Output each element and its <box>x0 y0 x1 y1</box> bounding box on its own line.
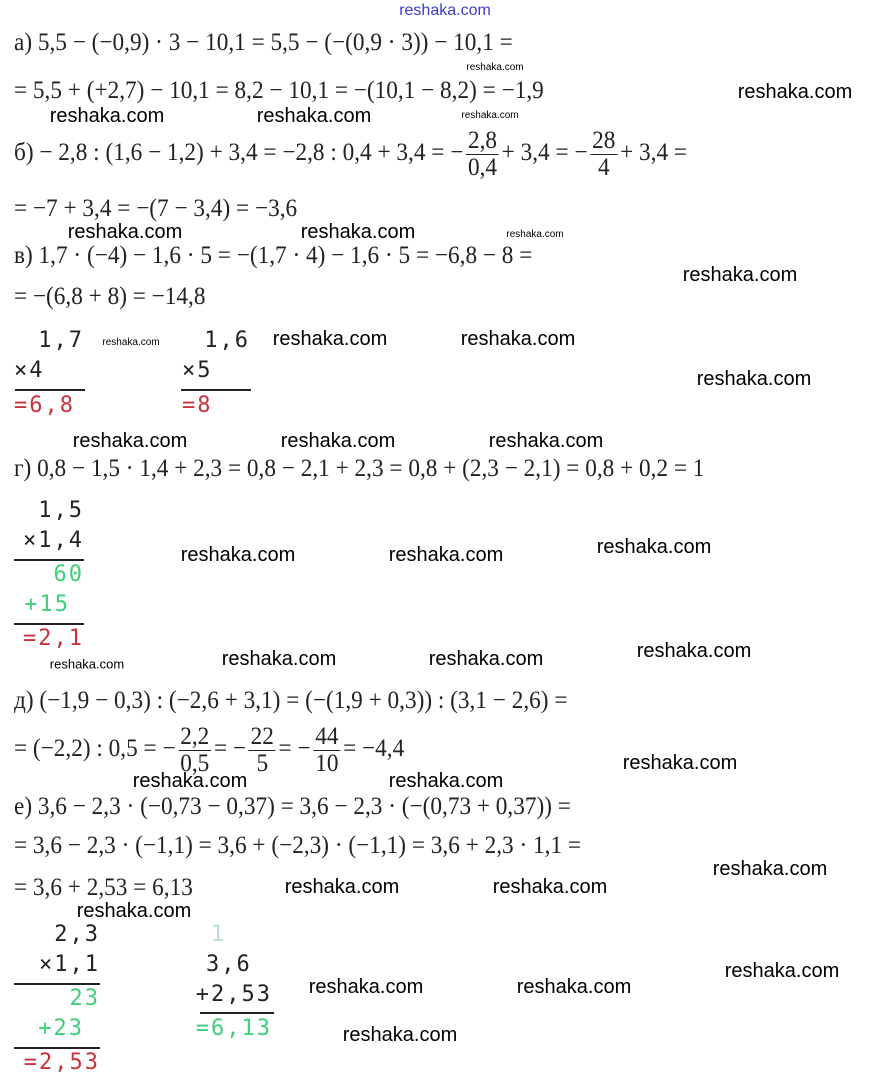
divider <box>14 623 84 625</box>
text: + 3,4 = <box>620 139 688 167</box>
numerator: 2,8 <box>467 127 498 154</box>
text: + 3,4 = − <box>501 139 588 167</box>
fraction <box>590 128 617 181</box>
denominator: 4 <box>597 154 610 181</box>
text: = −4,4 <box>343 735 405 763</box>
fraction <box>249 724 276 777</box>
watermark: reshaka.com <box>300 221 416 243</box>
line-v1: в) 1,7 · (−4) − 1,6 · 5 = −(1,7 · 4) − 1,6 · 5 = −6,8 − 8 = <box>14 242 533 269</box>
col-carry: 1 <box>210 922 226 947</box>
col-partial: +23 <box>38 1016 84 1041</box>
text: = − <box>278 735 311 763</box>
watermark: reshaka.com <box>49 656 125 672</box>
watermark: reshaka.com <box>388 770 504 792</box>
divider <box>14 1047 100 1049</box>
watermark: reshaka.com <box>506 229 564 240</box>
watermark: reshaka.com <box>67 221 183 243</box>
divider <box>200 1012 274 1014</box>
text: = − <box>213 735 246 763</box>
denominator: 10 <box>315 750 339 777</box>
denominator: 5 <box>256 750 269 777</box>
numerator: 2,2 <box>180 723 210 750</box>
watermark: reshaka.com <box>636 640 752 662</box>
watermark: reshaka.com <box>622 752 738 774</box>
line-a2: = 5,5 + (+2,7) − 10,1 = 8,2 − 10,1 = −(10,1 − 8,2) = −1,9 <box>14 77 544 104</box>
line-e1: е) 3,6 − 2,3 · (−0,73 − 0,37) = 3,6 − 2,3 · (−(0,73 + 0,37)) = <box>14 793 571 820</box>
numerator: 22 <box>250 723 274 750</box>
divider <box>14 983 100 985</box>
col-operand: 1,5 <box>38 498 84 523</box>
watermark: reshaka.com <box>72 430 188 452</box>
col-result: =6,8 <box>14 393 75 418</box>
watermark: reshaka.com <box>428 648 544 670</box>
watermark: reshaka.com <box>308 976 424 998</box>
watermark: reshaka.com <box>284 876 400 898</box>
line-g1: г) 0,8 − 1,5 · 1,4 + 2,3 = 0,8 − 2,1 + 2,3 = 0,8 + (2,3 − 2,1) = 0,8 + 0,2 = 1 <box>14 455 705 482</box>
line-b1 <box>14 128 687 181</box>
line-a1: а) 5,5 − (−0,9) · 3 − 10,1 = 5,5 − (−(0,9 · 3)) − 10,1 = <box>14 29 513 56</box>
watermark: reshaka.com <box>460 328 576 350</box>
col-result: =2,1 <box>23 626 84 651</box>
watermark: reshaka.com <box>256 105 372 127</box>
col-partial: 23 <box>69 986 100 1011</box>
watermark: reshaka.com <box>737 81 853 103</box>
col-operand: ×1,4 <box>23 528 84 553</box>
col-partial: +15 <box>24 592 70 617</box>
watermark: reshaka.com <box>49 105 165 127</box>
line-d1: д) (−1,9 − 0,3) : (−2,6 + 3,1) = (−(1,9 + 0,3)) : (3,1 − 2,6) = <box>14 687 568 714</box>
col-operand: 2,3 <box>54 922 100 947</box>
watermark: reshaka.com <box>221 648 337 670</box>
fraction <box>313 724 340 777</box>
watermark: reshaka.com <box>682 264 798 286</box>
watermark: reshaka.com <box>492 876 608 898</box>
numerator: 44 <box>315 723 339 750</box>
col-operand: 1,6 <box>204 328 250 353</box>
divider <box>181 389 251 391</box>
col-operand: ×1,1 <box>39 952 100 977</box>
denominator: 0,5 <box>180 750 210 777</box>
watermark: reshaka.com <box>461 110 519 121</box>
col-operand: ×5 <box>182 358 213 383</box>
text: б) − 2,8 : (1,6 − 1,2) + 3,4 = −2,8 : 0,4 + 3,4 = − <box>14 139 464 167</box>
col-operand: 1,7 <box>38 328 84 353</box>
watermark: reshaka.com <box>466 62 524 73</box>
watermark: reshaka.com <box>180 544 296 566</box>
col-result: =6,13 <box>195 1016 272 1041</box>
watermark: reshaka.com <box>342 1024 458 1046</box>
line-e2: = 3,6 − 2,3 · (−1,1) = 3,6 + (−2,3) · (−1,1) = 3,6 + 2,3 · 1,1 = <box>14 832 581 859</box>
watermark: reshaka.com <box>132 770 248 792</box>
watermark: reshaka.com <box>280 430 396 452</box>
watermark: reshaka.com <box>272 328 388 350</box>
col-operand: +2,53 <box>195 982 272 1007</box>
col-partial: 60 <box>53 562 84 587</box>
divider <box>15 389 85 391</box>
watermark: reshaka.com <box>724 960 840 982</box>
line-e3: = 3,6 + 2,53 = 6,13 <box>14 874 193 901</box>
text: = (−2,2) : 0,5 = − <box>14 735 176 763</box>
watermark: reshaka.com <box>516 976 632 998</box>
col-result: =2,53 <box>23 1050 100 1075</box>
denominator: 0,4 <box>467 154 498 181</box>
watermark: reshaka.com <box>76 900 192 922</box>
line-v2: = −(6,8 + 8) = −14,8 <box>14 283 206 310</box>
watermark: reshaka.com <box>488 430 604 452</box>
col-result: =8 <box>182 393 213 418</box>
watermark: reshaka.com <box>102 337 160 348</box>
line-b2: = −7 + 3,4 = −(7 − 3,4) = −3,6 <box>14 195 298 222</box>
watermark: reshaka.com <box>596 536 712 558</box>
watermark: reshaka.com <box>712 858 828 880</box>
col-operand: ×4 <box>14 358 45 383</box>
divider <box>14 559 84 561</box>
watermark: reshaka.com <box>399 2 491 19</box>
watermark: reshaka.com <box>388 544 504 566</box>
numerator: 28 <box>592 127 616 154</box>
fraction <box>466 128 499 181</box>
col-operand: 3,6 <box>206 952 252 977</box>
watermark: reshaka.com <box>696 368 812 390</box>
